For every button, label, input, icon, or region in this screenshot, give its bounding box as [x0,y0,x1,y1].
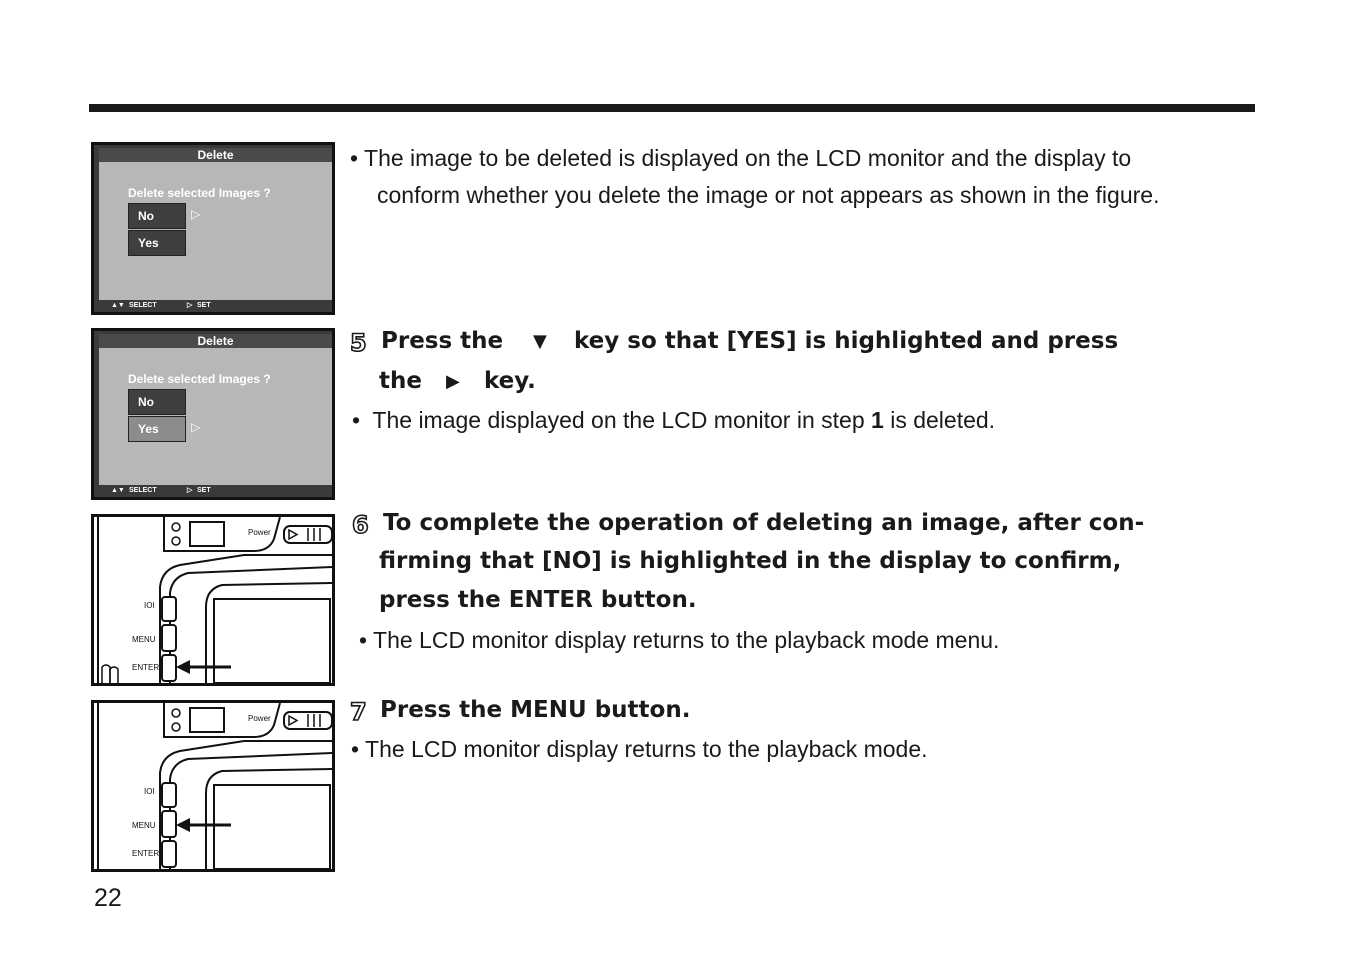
step-5-note-a: • The image displayed on the LCD monitor in step [352,407,872,433]
up-down-icon: ▲▼ [111,487,125,494]
lcd-option-no: No [128,389,186,415]
step-number: 7 [350,698,367,726]
power-label: Power [248,528,271,537]
playback-button-label: IOI [144,787,155,796]
page-number: 22 [94,884,122,912]
power-label: Power [248,714,271,723]
step-5-heading-b: key so that [YES] is highlighted and press [574,328,1119,354]
lcd-footer [99,485,332,497]
camera-back-drawing [94,703,332,869]
lcd-screen-area [99,348,332,485]
camera-illustration-enter [91,514,335,686]
down-triangle-icon: ▼ [533,331,547,352]
step-7-heading: Press the MENU button. [380,697,691,723]
step-5-note [352,407,995,435]
playback-button-label: IOI [144,601,155,610]
header-rule [89,104,1255,112]
menu-button-label: MENU [132,821,156,830]
footer-select: SELECT [129,302,157,309]
menu-button-label: MENU [132,635,156,644]
lcd-title: Delete [99,334,332,348]
footer-set: SET [197,302,211,309]
enter-button-label: ENTER [132,663,160,672]
step-6-heading-1: To complete the operation of deleting an image, after con- [383,510,1145,536]
step-5-note-b: is deleted. [883,407,996,433]
right-icon: ▷ [187,302,193,309]
camera-back-drawing [94,517,332,683]
intro-line-1: • The image to be deleted is displayed on the LCD monitor and the display to [350,145,1132,171]
lcd-option-yes: Yes [128,230,186,256]
step-number: 5 [350,329,367,357]
lcd-screen-yes-highlighted [91,328,335,500]
right-triangle-icon: ▶ [446,371,460,392]
step-6-note: • The LCD monitor display returns to the playback mode menu. [359,627,1000,653]
lcd-screen-area [99,162,332,300]
lcd-footer [99,300,332,312]
step-number: 6 [352,511,369,539]
cursor-right-icon: ▷ [191,207,201,221]
step-6-heading-2: firming that [NO] is highlighted in the display to confirm, [379,548,1122,574]
step-5-heading-c: the [379,368,422,394]
step-7-note: • The LCD monitor display returns to the playback mode. [351,736,928,762]
lcd-title: Delete [99,148,332,162]
up-down-icon: ▲▼ [111,302,125,309]
footer-set: SET [197,487,211,494]
lcd-option-no: No [128,203,186,229]
step-5-heading-a: Press the [381,328,504,354]
step-5-note-bold: 1 [871,407,884,433]
enter-button-label: ENTER [132,849,160,858]
lcd-screen-no-highlighted [91,142,335,315]
cursor-right-icon: ▷ [191,420,201,434]
intro-line-2: conform whether you delete the image or not appears as shown in the figure. [377,182,1160,208]
step-6-heading-3: press the ENTER button. [379,587,697,613]
footer-select: SELECT [129,487,157,494]
lcd-question: Delete selected Images ? [128,186,271,200]
lcd-question: Delete selected Images ? [128,372,271,386]
lcd-option-yes: Yes [128,416,186,442]
right-icon: ▷ [187,487,193,494]
camera-illustration-menu [91,700,335,872]
step-5-heading-d: key. [484,368,536,394]
